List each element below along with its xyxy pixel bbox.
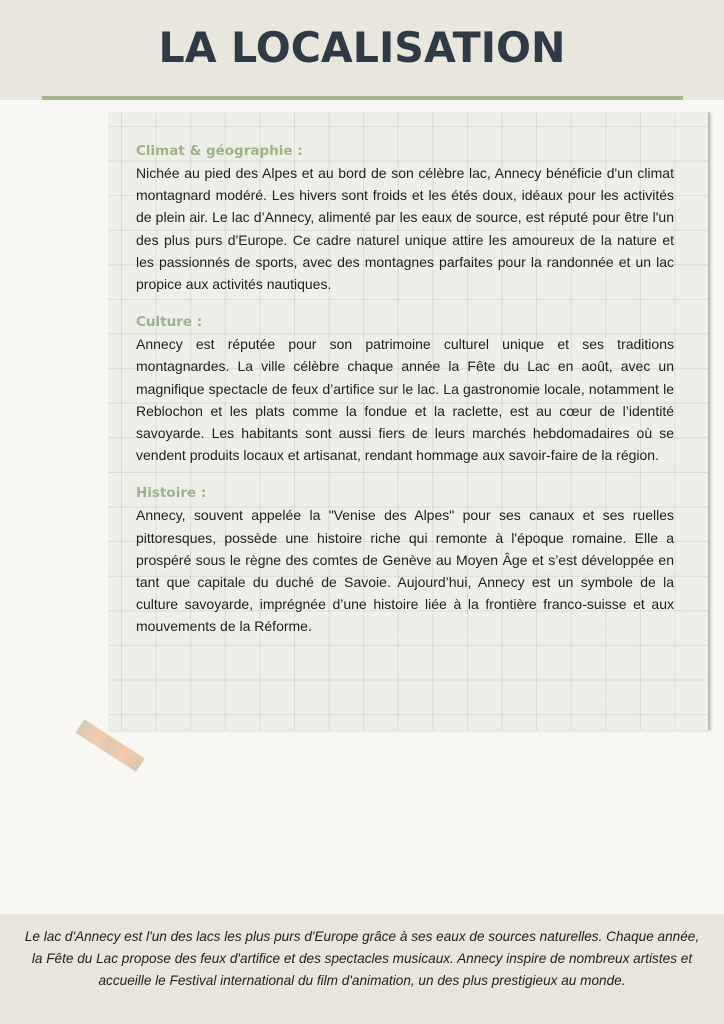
paper-edge-shadow xyxy=(708,112,710,730)
section-culture xyxy=(136,311,674,466)
section-heading: Culture : xyxy=(136,314,203,331)
section-heading: Histoire : xyxy=(136,485,207,502)
content-sections xyxy=(136,140,674,654)
section-body: Nichée au pied des Alpes et au bord de son célèbre lac, Annecy bénéficie d'un climat montagnard modéré. Les hivers sont froids et les étés doux, idéaux pour les activités de plein air. Le lac d’Annecy, alimenté par les eaux de source, est réputé pour être l'un des plus purs d'Europe. Ce cadre naturel unique attire les amoureux de la nature et les passionnés de sports, avec des montagnes parfaites pour la randonnée et un lac propice aux activités nautiques. xyxy=(136,165,674,293)
header-band xyxy=(0,0,724,100)
footer-caption: Le lac d'Annecy est l'un des lacs les plus purs d'Europe grâce à ses eaux de sources naturelles. Chaque année, la Fête du Lac propose des feux d'artifice et des spectacles musicaux. Annecy inspire de nombreux artistes et accueille le Festival international du film d'animation, un des plus prestigieux au monde. xyxy=(24,929,700,988)
section-climat xyxy=(136,140,674,295)
section-heading: Climat & géographie : xyxy=(136,143,303,159)
section-body: Annecy, souvent appelée la "Venise des Alpes" pour ses canaux et ses ruelles pittoresques, possède une histoire riche qui remonte à l'époque romaine. Elle a prospéré sous le règne des comtes de Genève au Moyen Âge et s’est développée en tant que capitale du duché de Savoie. Aujourd’hui, Annecy est un symbole de la culture savoyarde, imprégnée d’une histoire liée à la frontière franco-suisse et aux mouvements de la Réforme. xyxy=(136,507,674,635)
footer-band xyxy=(0,914,724,1024)
page-title: LA LOCALISATION xyxy=(158,23,566,72)
section-histoire xyxy=(136,482,674,637)
title-divider xyxy=(42,96,683,100)
section-body: Annecy est réputée pour son patrimoine culturel unique et ses traditions montagnardes. La ville célèbre chaque année la Fête du Lac en août, avec un magnifique spectacle de feux d’artifice sur le lac. La gastronomie locale, notamment le Reblochon et les plats comme la fondue et la raclette, est au cœur de l’identité savoyarde. Les habitants sont aussi fiers de leurs marchés hebdomadaires où se vendent produits locaux et artisanat, rendant hommage aux savoir-faire de la région. xyxy=(136,336,674,464)
